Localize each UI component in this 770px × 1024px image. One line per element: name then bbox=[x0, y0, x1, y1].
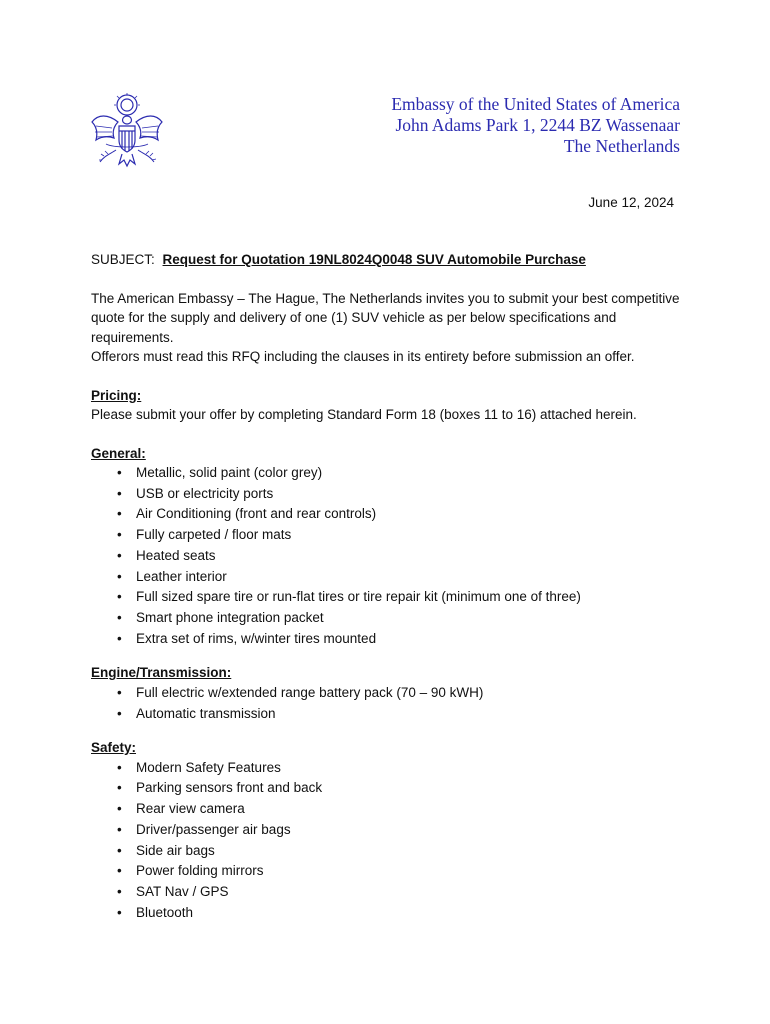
subject-label: SUBJECT: bbox=[91, 252, 155, 267]
intro-paragraph: The American Embassy – The Hague, The Netherlands invites you to submit your best competitive quote for the supply and delivery of one (1) SUV vehicle as per below specifications and requirements. bbox=[91, 290, 680, 345]
list-item: • Full sized spare tire or run-flat tires or tire repair kit (minimum one of three) bbox=[91, 587, 691, 608]
pricing-heading: Pricing: bbox=[91, 387, 142, 403]
bullet-icon: • bbox=[117, 684, 122, 700]
intro-paragraph-offerors: Offerors must read this RFQ including the clauses in its entirety before submission an offer. bbox=[91, 349, 635, 364]
letter-body bbox=[91, 250, 691, 923]
safety-list bbox=[91, 758, 691, 924]
bullet-icon: • bbox=[117, 630, 122, 646]
list-item: • Rear view camera bbox=[91, 799, 691, 820]
list-item: • SAT Nav / GPS bbox=[91, 882, 691, 903]
letterhead-country: The Netherlands bbox=[563, 136, 680, 156]
intro bbox=[91, 289, 691, 367]
general-section bbox=[91, 444, 691, 650]
general-heading: General: bbox=[91, 445, 146, 461]
great-seal-icon bbox=[88, 92, 166, 172]
list-item: • Bluetooth bbox=[91, 903, 691, 924]
list-item: • USB or electricity ports bbox=[91, 484, 691, 505]
list-item: • Metallic, solid paint (color grey) bbox=[91, 463, 691, 484]
list-item: • Side air bags bbox=[91, 841, 691, 862]
bullet-icon: • bbox=[117, 801, 122, 817]
bullet-icon: • bbox=[117, 465, 122, 480]
engine-section bbox=[91, 663, 691, 724]
bullet-icon: • bbox=[117, 485, 122, 501]
subject-title: Request for Quotation 19NL8024Q0048 SUV Automobile Purchase bbox=[162, 252, 586, 267]
subject-line bbox=[91, 250, 691, 270]
list-item: • Leather interior bbox=[91, 567, 691, 588]
pricing-section bbox=[91, 386, 691, 425]
engine-heading: Engine/Transmission: bbox=[91, 665, 232, 681]
list-item: • Smart phone integration packet bbox=[91, 608, 691, 629]
list-item: • Parking sensors front and back bbox=[91, 778, 691, 799]
bullet-icon: • bbox=[117, 705, 122, 721]
bullet-icon: • bbox=[117, 780, 122, 796]
list-item: • Automatic transmission bbox=[91, 704, 691, 725]
letterhead-embassy-name: Embassy of the United States of America bbox=[391, 94, 680, 114]
safety-section bbox=[91, 738, 691, 923]
bullet-icon: • bbox=[117, 842, 122, 858]
letterhead-address: John Adams Park 1, 2244 BZ Wassenaar bbox=[395, 115, 680, 135]
list-item: • Extra set of rims, w/winter tires mounted bbox=[91, 629, 691, 650]
bullet-icon: • bbox=[117, 589, 122, 605]
bullet-icon: • bbox=[117, 883, 122, 899]
list-item: • Fully carpeted / floor mats bbox=[91, 525, 691, 546]
bullet-icon: • bbox=[117, 506, 122, 522]
list-item: • Full electric w/extended range battery pack (70 – 90 kWH) bbox=[91, 683, 691, 704]
bullet-icon: • bbox=[117, 821, 122, 837]
engine-list bbox=[91, 683, 691, 724]
list-item: • Heated seats bbox=[91, 546, 691, 567]
letter-date: June 12, 2024 bbox=[588, 195, 674, 210]
list-item: • Driver/passenger air bags bbox=[91, 820, 691, 841]
letterhead bbox=[391, 94, 680, 157]
safety-heading: Safety: bbox=[91, 740, 137, 756]
bullet-icon: • bbox=[117, 863, 122, 879]
bullet-icon: • bbox=[117, 904, 122, 920]
bullet-icon: • bbox=[117, 527, 122, 543]
bullet-icon: • bbox=[117, 547, 122, 563]
list-item: • Modern Safety Features bbox=[91, 758, 691, 779]
bullet-icon: • bbox=[117, 759, 122, 775]
pricing-text: Please submit your offer by completing Standard Form 18 (boxes 11 to 16) attached herein. bbox=[91, 407, 637, 422]
list-item: • Power folding mirrors bbox=[91, 861, 691, 882]
list-item: • Air Conditioning (front and rear controls) bbox=[91, 504, 691, 525]
bullet-icon: • bbox=[117, 609, 122, 625]
general-list bbox=[91, 463, 691, 649]
bullet-icon: • bbox=[117, 568, 122, 584]
